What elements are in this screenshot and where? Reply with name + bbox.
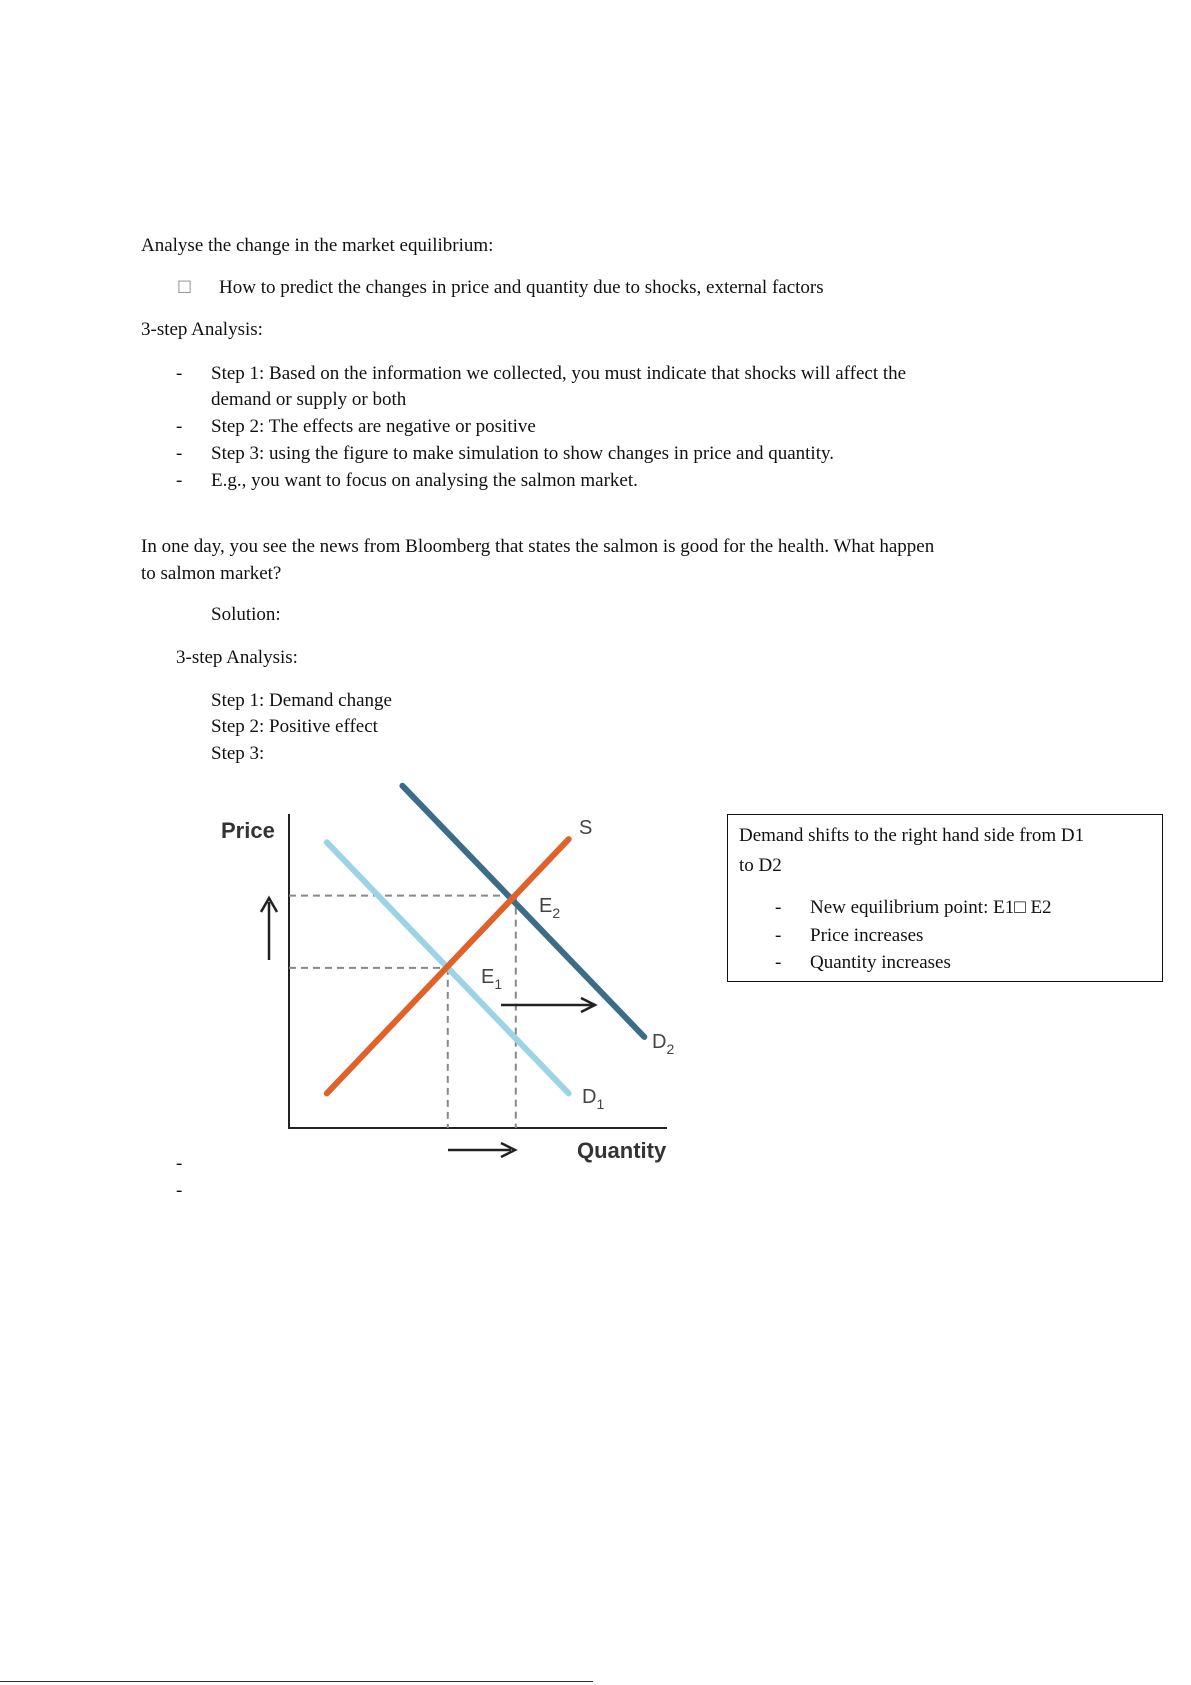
list-dash: - [775, 952, 782, 973]
e2-letter: E [539, 895, 553, 917]
analysis-title: 3-step Analysis: [141, 319, 263, 340]
supply-demand-chart [195, 770, 705, 1170]
e1-subscript: 1 [494, 976, 503, 992]
list-dash: - [176, 363, 183, 384]
e2-subscript: 2 [552, 905, 561, 921]
explanation-line: Demand shifts to the right hand side from D1 [739, 825, 1085, 846]
question-line: to salmon market? [141, 563, 282, 584]
list-dash: - [775, 897, 782, 918]
d2-label [652, 1031, 674, 1057]
list-item: Step 3: using the figure to make simulation to show changes in price and quantity. [211, 443, 835, 464]
solution-label: Solution: [211, 604, 281, 625]
d1-subscript: 1 [596, 1096, 605, 1112]
solution-step: Step 1: Demand change [211, 690, 392, 711]
solution-step: Step 2: Positive effect [211, 716, 378, 737]
list-dash: - [176, 470, 183, 491]
y-axis-label: Price [221, 818, 275, 843]
e1-label [481, 966, 502, 992]
x-axis-label: Quantity [577, 1138, 667, 1163]
supply-label: S [579, 817, 593, 839]
explanation-line: to D2 [739, 855, 782, 876]
d2-letter: D [652, 1031, 667, 1053]
list-dash: - [176, 1180, 183, 1201]
d1-label [582, 1086, 604, 1112]
solution-analysis-title: 3-step Analysis: [176, 647, 298, 668]
bullet-box-icon: □ [177, 276, 193, 295]
d1-letter: D [582, 1086, 597, 1108]
e1-letter: E [481, 966, 495, 988]
list-item: E.g., you want to focus on analysing the salmon market. [211, 470, 638, 491]
list-item: demand or supply or both [211, 389, 407, 410]
list-dash: - [176, 416, 183, 437]
list-item: Step 1: Based on the information we collected, you must indicate that shocks will affect the [211, 363, 907, 384]
section-heading: Analyse the change in the market equilibrium: [141, 235, 494, 256]
footnote-rule [0, 1681, 593, 1682]
list-dash: - [775, 925, 782, 946]
d2-subscript: 2 [666, 1041, 675, 1057]
curve-d2 [402, 786, 644, 1037]
question-line: In one day, you see the news from Bloomberg that states the salmon is good for the health. What happen [141, 536, 935, 557]
list-item: Step 2: The effects are negative or positive [211, 416, 536, 437]
list-dash: - [176, 1153, 183, 1174]
e2-label [539, 895, 560, 921]
bullet-text: How to predict the changes in price and quantity due to shocks, external factors [219, 277, 824, 298]
list-dash: - [176, 443, 183, 464]
explanation-point: New equilibrium point: E1□ E2 [810, 897, 1052, 918]
explanation-point: Price increases [810, 925, 924, 946]
explanation-point: Quantity increases [810, 952, 951, 973]
solution-step: Step 3: [211, 743, 265, 764]
explanation-box [727, 814, 1163, 982]
